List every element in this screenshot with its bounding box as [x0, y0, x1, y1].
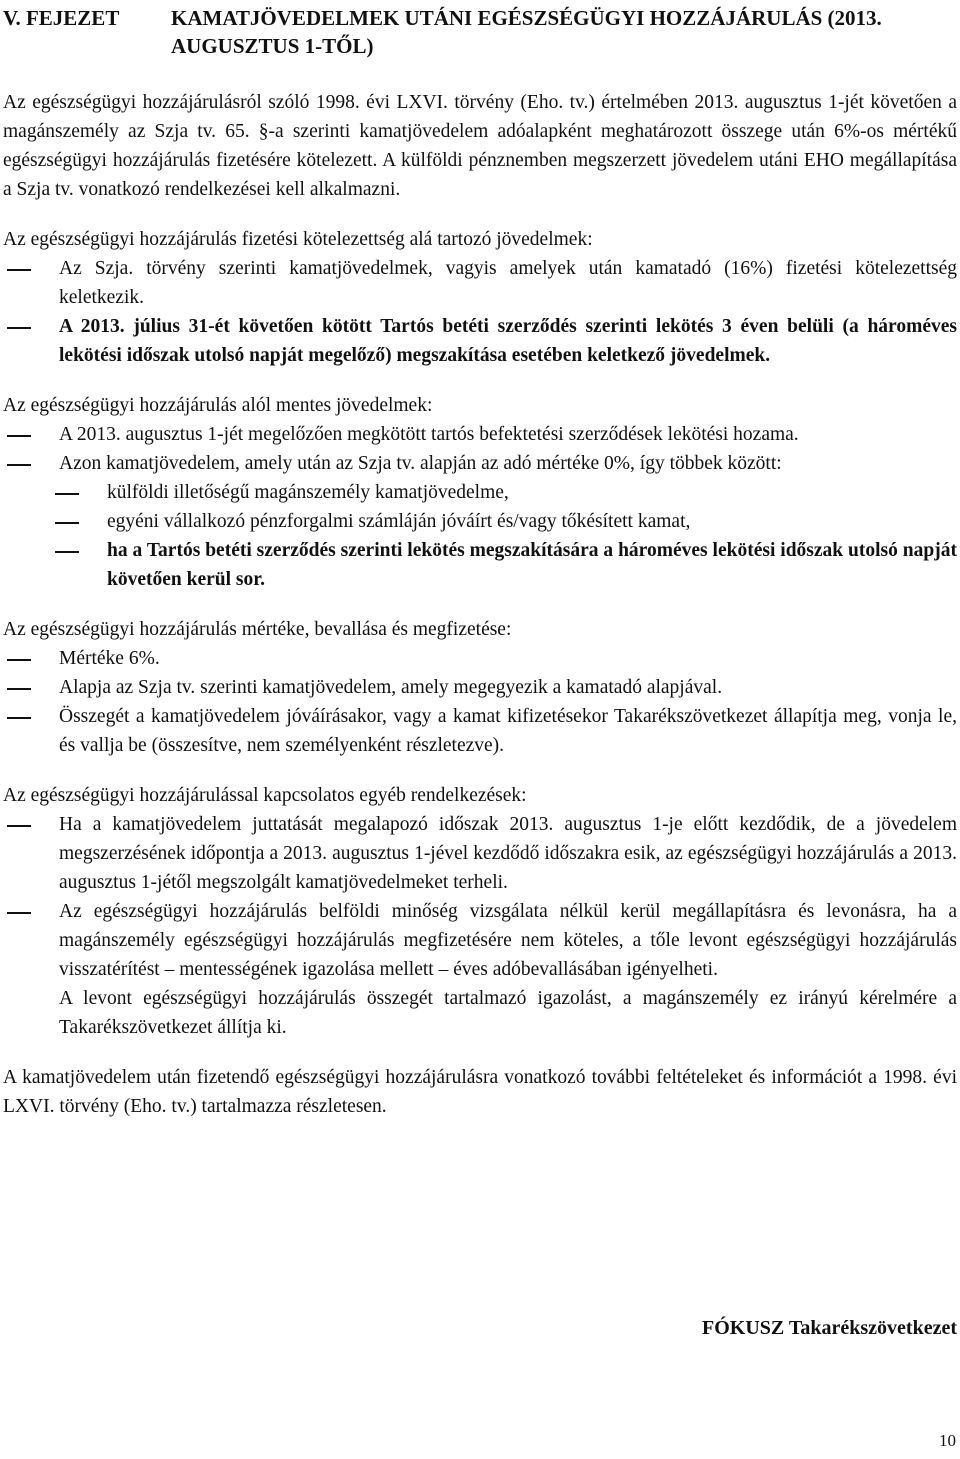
continuation-text: A levont egészségügyi hozzájárulás összegét tartalmazó igazolást, a magánszemély ez irányú kérelmére a Takarékszövetkezet állítja ki. — [59, 988, 957, 1038]
closing-paragraph: A kamatjövedelem után fizetendő egészségügyi hozzájárulásra vonatkozó további feltételeket és információt a 1998. évi LXVI. törvény (Eho. tv.) tartalmazza részletesen. — [3, 1067, 957, 1117]
dash-list — [3, 254, 957, 370]
list-item: Az egészségügyi hozzájárulás belföldi minőség vizsgálata nélkül kerül megállapításra és levonásra, ha a magánszemély egészségügyi hozzájárulás megfizetésére nem köteles, a tőle levont egészségügyi hozzájárulás visszatérítést – mentességének igazolása mellett – éves adóbevallásában igényelheti. — [3, 897, 957, 984]
section-other-provisions — [3, 781, 957, 1042]
list-item: Összegét a kamatjövedelem jóváírásakor, vagy a kamat kifizetésekor Takarékszövetkezet állapítja meg, vonja le, és vallja be (összesítve, nem személyenként részletezve). — [3, 702, 957, 760]
list-item: Azon kamatjövedelem, amely után az Szja tv. alapján az adó mértéke 0%, így többek között: — [3, 449, 957, 478]
section-heading: Az egészségügyi hozzájárulás alól mentes jövedelmek: — [3, 395, 433, 416]
list-item: külföldi illetőségű magánszemély kamatjövedelme, — [3, 478, 957, 507]
list-item: ha a Tartós betéti szerződés szerinti lekötés megszakítására a hároméves lekötési időszak utolsó napját követően kerül sor. — [3, 536, 957, 594]
section-exempt-incomes — [3, 391, 957, 594]
list-item: Az Szja. törvény szerinti kamatjövedelmek, vagyis amelyek után kamatadó (16%) fizetési kötelezettség keletkezik. — [3, 254, 957, 312]
signature: FÓKUSZ Takarékszövetkezet — [702, 1317, 957, 1339]
list-item: Alapja az Szja tv. szerinti kamatjövedelem, amely megegyezik a kamatadó alapjával. — [3, 673, 957, 702]
intro-paragraph: Az egészségügyi hozzájárulásról szóló 1998. évi LXVI. törvény (Eho. tv.) értelmében 2013. augusztus 1-jét követően a magánszemély az Szja tv. 65. §-a szerinti kamatjövedelem adóalapként meghatározott összege után 6%-os mértékű egészségügyi hozzájárulás fizetésére kötelezett. A külföldi pénznemben megszerzett jövedelem utáni EHO megállapítása a Szja tv. vonatkozó rendelkezései kell alkalmazni. — [3, 92, 957, 200]
list-item: A 2013. július 31-ét követően kötött Tartós betéti szerződés szerinti lekötés 3 éven belüli (a hároméves lekötési időszak utolsó napját megelőző) megszakítása esetében keletkező jövedelmek. — [3, 312, 957, 370]
dash-list — [3, 420, 957, 478]
list-item: Ha a kamatjövedelem juttatását megalapozó időszak 2013. augusztus 1-je előtt kezdődik, de a jövedelem megszerzésének időpontja a 2013. augusztus 1-jével kezdődő időszakra esik, az egészségügyi hozzájárulás a 2013. augusztus 1-jétől megszolgált kamatjövedelmeket terheli. — [3, 810, 957, 897]
section-subject-incomes — [3, 225, 957, 370]
section-rate-and-payment — [3, 615, 957, 760]
list-item: A 2013. augusztus 1-jét megelőzően megkötött tartós befektetési szerződések lekötési hozama. — [3, 420, 957, 449]
sub-dash-list — [3, 478, 957, 594]
chapter-title: KAMATJÖVEDELMEK UTÁNI EGÉSZSÉGÜGYI HOZZÁJÁRULÁS (2013. AUGUSZTUS 1-TŐL) — [171, 6, 882, 58]
dash-list — [3, 644, 957, 760]
chapter-number: V. FEJEZET — [3, 6, 120, 30]
section-heading: Az egészségügyi hozzájárulás mértéke, bevallása és megfizetése: — [3, 619, 512, 640]
dash-list — [3, 810, 957, 984]
list-item: egyéni vállalkozó pénzforgalmi számláján jóváírt és/vagy tőkésített kamat, — [3, 507, 957, 536]
page-number: 10 — [939, 1431, 956, 1450]
list-item: Mértéke 6%. — [3, 644, 957, 673]
section-heading: Az egészségügyi hozzájárulás fizetési kötelezettség alá tartozó jövedelmek: — [3, 229, 593, 250]
document-body — [3, 88, 957, 1142]
section-heading: Az egészségügyi hozzájárulással kapcsolatos egyéb rendelkezések: — [3, 785, 527, 806]
